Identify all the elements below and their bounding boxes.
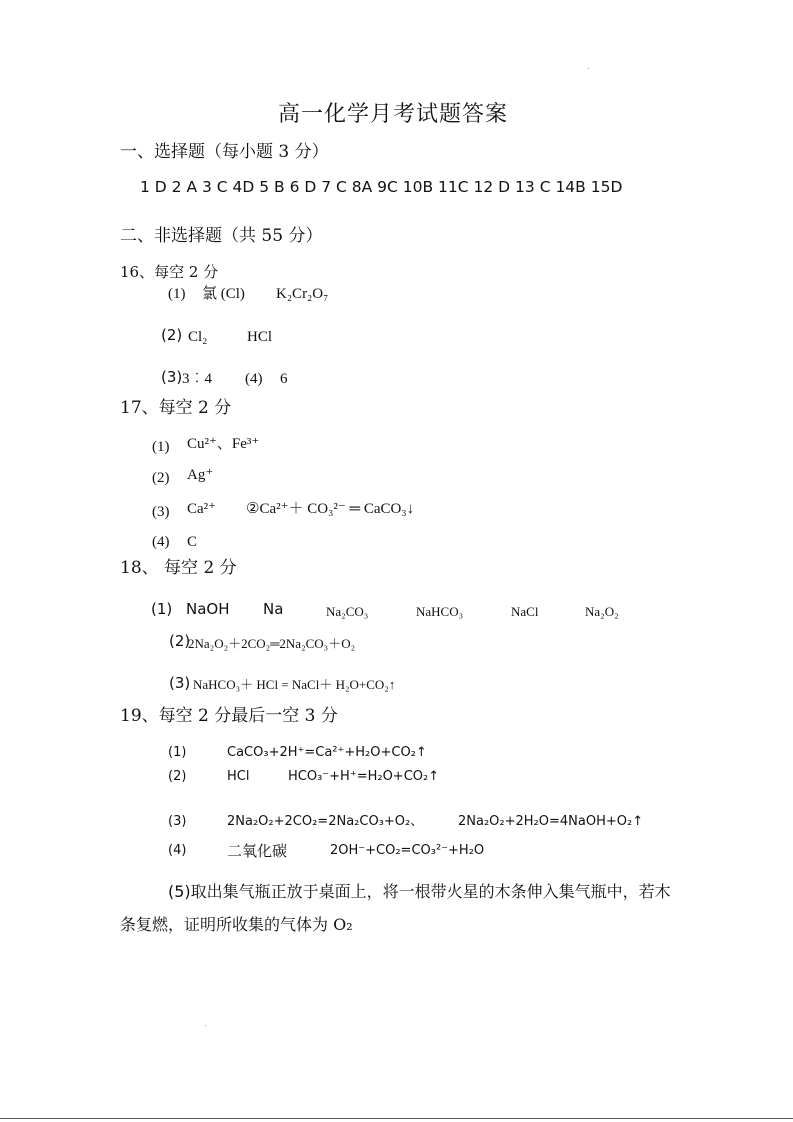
q17-answer-3-ion: Ca²⁺ <box>187 501 217 517</box>
q16-answer-4-value: 6 <box>280 371 288 387</box>
q17-answer-3-equation: ②Ca²⁺＋ CO₃²⁻ ═ CaCO₃↓ <box>246 501 415 517</box>
q18-answer-1-label: (1) <box>151 600 173 618</box>
q18-answer-1-item: NaOH <box>186 600 230 618</box>
mc-answer-key: 1 D 2 A 3 C 4D 5 B 6 D 7 C 8A 9C 10B 11C 12 D 13 C 14B 15D <box>140 178 623 196</box>
q18-answer-3-label: (3) <box>169 674 191 692</box>
q17-answer-4-label: (4) <box>152 534 170 550</box>
q18-answer-1-item: NaHCO₃ <box>416 604 464 619</box>
q17-answer-1-label: (1) <box>152 439 170 455</box>
q17-answer-2-label: (2) <box>152 470 170 486</box>
q16-answer-3-ratio: 3︰4 <box>182 371 213 387</box>
q19-answer-1-equation: CaCO₃+2H⁺=Ca²⁺+H₂O+CO₂↑ <box>227 745 427 760</box>
q19-heading: 19、每空 2 分最后一空 3 分 <box>120 706 338 726</box>
q18-answer-1-item: NaCl <box>511 604 539 619</box>
q19-answer-5-paragraph <box>120 875 673 941</box>
q18-answer-1-item: Na₂O₂ <box>585 604 619 619</box>
scan-speck <box>588 68 589 69</box>
q19-answer-3-equation-2: 2Na₂O₂+2H₂O=4NaOH+O₂↑ <box>458 814 644 829</box>
q18-answer-1-item: Na₂CO₃ <box>326 604 369 619</box>
q18-heading: 18、 每空 2 分 <box>120 558 237 578</box>
q19-answer-4-gas: 二氧化碳 <box>227 842 288 860</box>
part1-heading: 一、选择题（每小题 3 分） <box>120 142 329 162</box>
q19-answer-5-label: (5) <box>168 882 191 901</box>
q18-answer-2-equation: 2Na₂O₂＋2CO₂═2Na₂CO₃＋O₂ <box>188 636 356 651</box>
q18-answer-1-item: Na <box>263 600 284 618</box>
q18-answer-2-label: (2) <box>169 632 191 650</box>
q16-heading: 16、每空 2 分 <box>120 263 219 281</box>
q19-answer-5-text: 取出集气瓶正放于桌面上，将一根带火星的木条伸入集气瓶中，若木条复燃，证明所收集的气体为 O₂ <box>120 882 671 934</box>
q16-answer-3-label: (3) <box>161 368 183 386</box>
q17-answer-1-ions: Cu²⁺、Fe³⁺ <box>187 436 260 452</box>
q19-answer-3-label: (3) <box>168 814 187 829</box>
scan-speck <box>205 1025 206 1026</box>
q16-answer-1-label: (1) <box>168 286 186 302</box>
q16-answer-1-formula: K₂Cr₂O₇ <box>276 286 329 302</box>
q19-answer-4-label: (4) <box>168 843 187 858</box>
q19-answer-1-label: (1) <box>168 745 187 760</box>
q19-answer-2-first: HCl <box>227 769 250 784</box>
q19-answer-4-equation: 2OH⁻+CO₂=CO₃²⁻+H₂O <box>330 843 485 858</box>
q17-answer-3-label: (3) <box>152 504 170 520</box>
q19-answer-2-label: (2) <box>168 769 187 784</box>
q16-answer-4-label: (4) <box>245 371 263 387</box>
q17-answer-2-ion: Ag⁺ <box>187 467 214 483</box>
page-title: 高一化学月考试题答案 <box>278 102 509 127</box>
q16-answer-1-element: 氯 (Cl) <box>202 286 245 302</box>
part2-heading: 二、非选择题（共 55 分） <box>120 226 323 246</box>
q19-answer-3-equation-1: 2Na₂O₂+2CO₂=2Na₂CO₃+O₂、 <box>227 814 424 829</box>
q17-heading: 17、每空 2 分 <box>120 398 232 418</box>
q16-answer-2-label: (2) <box>161 326 183 344</box>
q19-answer-2-equation: HCO₃⁻+H⁺=H₂O+CO₂↑ <box>288 769 440 784</box>
q17-answer-4-value: C <box>187 534 198 550</box>
page-bottom-edge <box>0 1118 793 1119</box>
q16-answer-2-second: HCl <box>247 329 273 345</box>
q16-answer-2-first: Cl₂ <box>188 329 208 345</box>
q18-answer-3-equation: NaHCO₃＋ HCl = NaCl＋ H₂O+CO₂↑ <box>193 677 396 692</box>
